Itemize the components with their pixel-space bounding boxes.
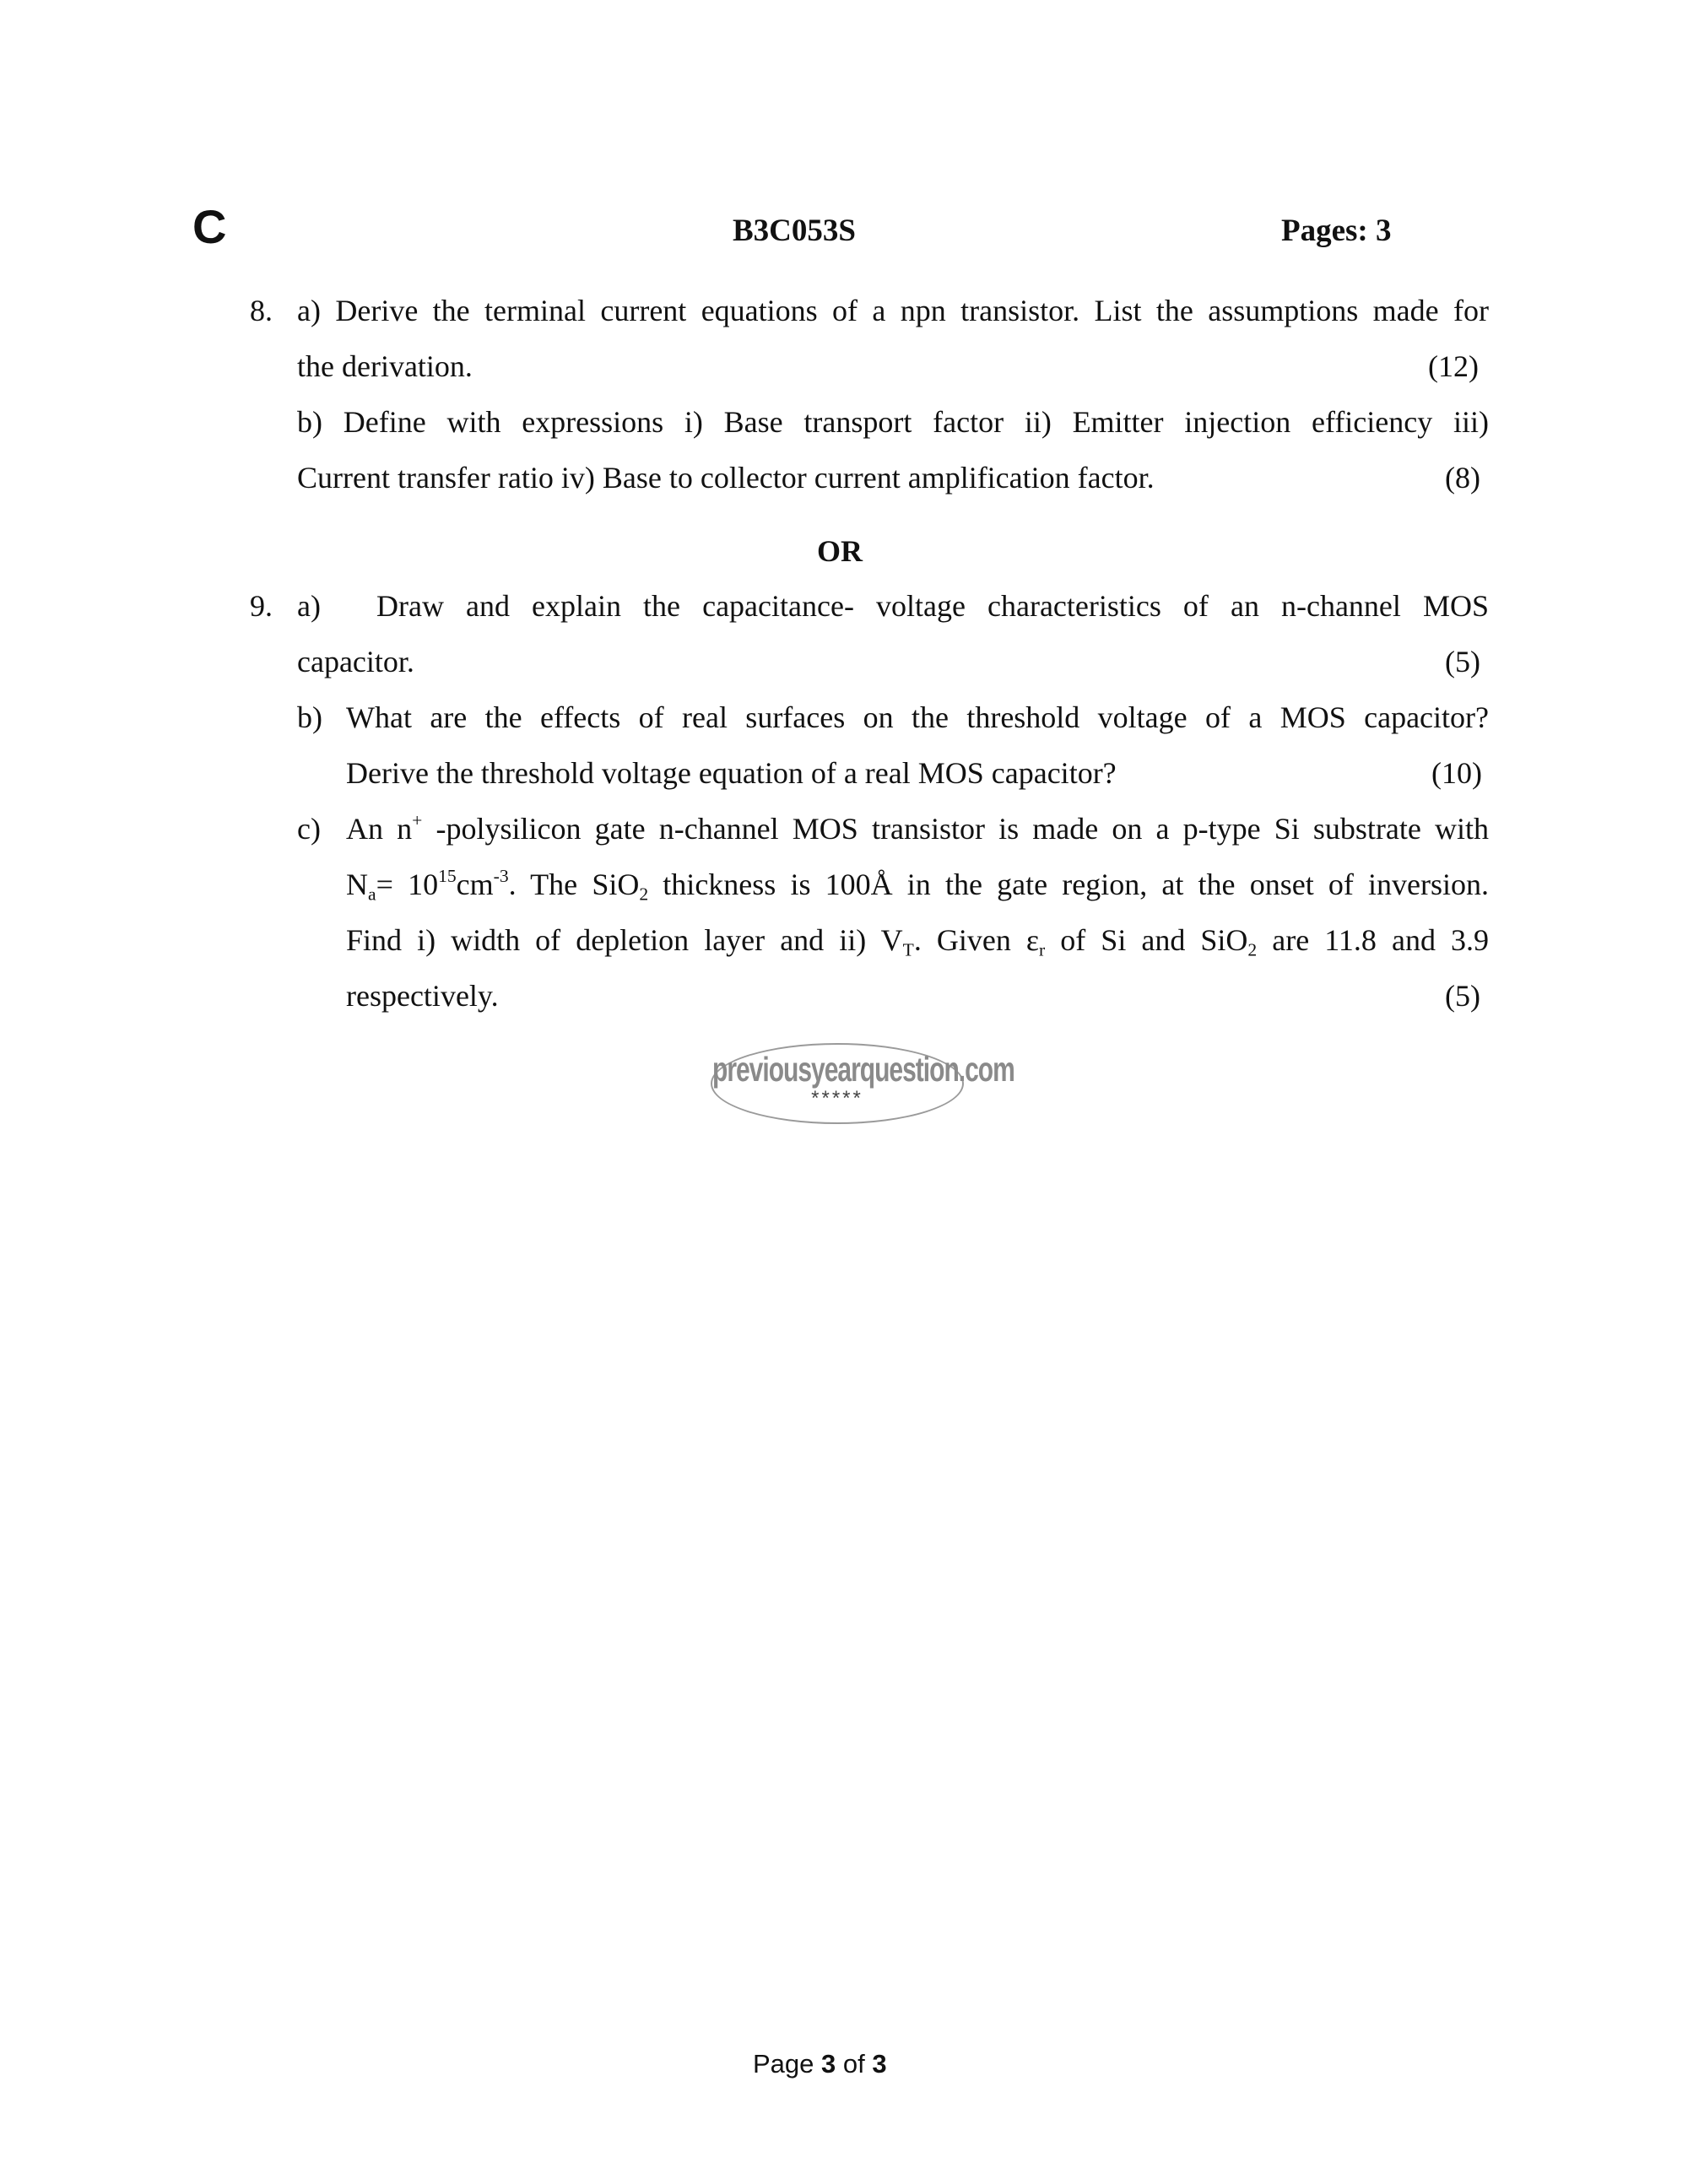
end-of-paper-stars: ***** [811,1087,863,1110]
or-separator: OR [817,534,863,568]
question-8b-marks: (8) [1445,461,1480,495]
paper-set-letter: C [192,200,227,253]
question-8b-line-1: b) Define with expressions i) Base transport factor ii) Emitter injection efficiency iii) [297,405,1489,439]
question-9c-line-4: respectively. [346,979,499,1013]
question-8b-line-2: Current transfer ratio iv) Base to collector current amplification factor. [297,461,1155,495]
question-9a-line-1: Draw and explain the capacitance- voltage characteristics of an n-channel MOS [376,589,1489,623]
question-9c-line-3: Find i) width of depletion layer and ii) $V_T$. Given $\varepsilon_r$ of Si and SiO$_2$ are 11.8 and 3.9 [346,923,1489,960]
question-8a-line-1: a) Derive the terminal current equations of a npn transistor. List the assumptions made for [297,294,1489,327]
paper-code: B3C053S [733,214,856,248]
question-9a-line-2: capacitor. [297,645,414,678]
question-8a-marks: (12) [1428,349,1479,383]
watermark-logo [711,1043,1014,1124]
question-9b-line-1: What are the effects of real surfaces on the threshold voltage of a MOS capacitor? [346,700,1489,734]
question-9c-line-2: $N_a= 10^{15}cm^{-3}$. The SiO$_2$ thickness is 100Å in the gate region, at the onset of inversion. [346,865,1489,905]
question-9a-label: a) [297,589,321,623]
question-9b-marks: (10) [1431,756,1482,790]
page-footer: Page 3 of 3 [753,2049,887,2079]
page-count: Pages: 3 [1281,214,1392,248]
question-9-number: 9. [250,589,273,623]
question-9c-label: c) [297,812,321,846]
question-9c-marks: (5) [1445,979,1480,1013]
question-9b-label: b) [297,700,322,734]
question-9c-line-1: An n+ -polysilicon gate n-channel MOS transistor is made on a p-type Si substrate with [346,809,1490,846]
question-9b-line-2: Derive the threshold voltage equation of a real MOS capacitor? [346,756,1117,790]
question-9a-marks: (5) [1445,645,1480,678]
question-8-number: 8. [250,294,273,327]
watermark-text: previousyearquestion.com [712,1051,1014,1089]
question-8a-line-2: the derivation. [297,349,473,383]
